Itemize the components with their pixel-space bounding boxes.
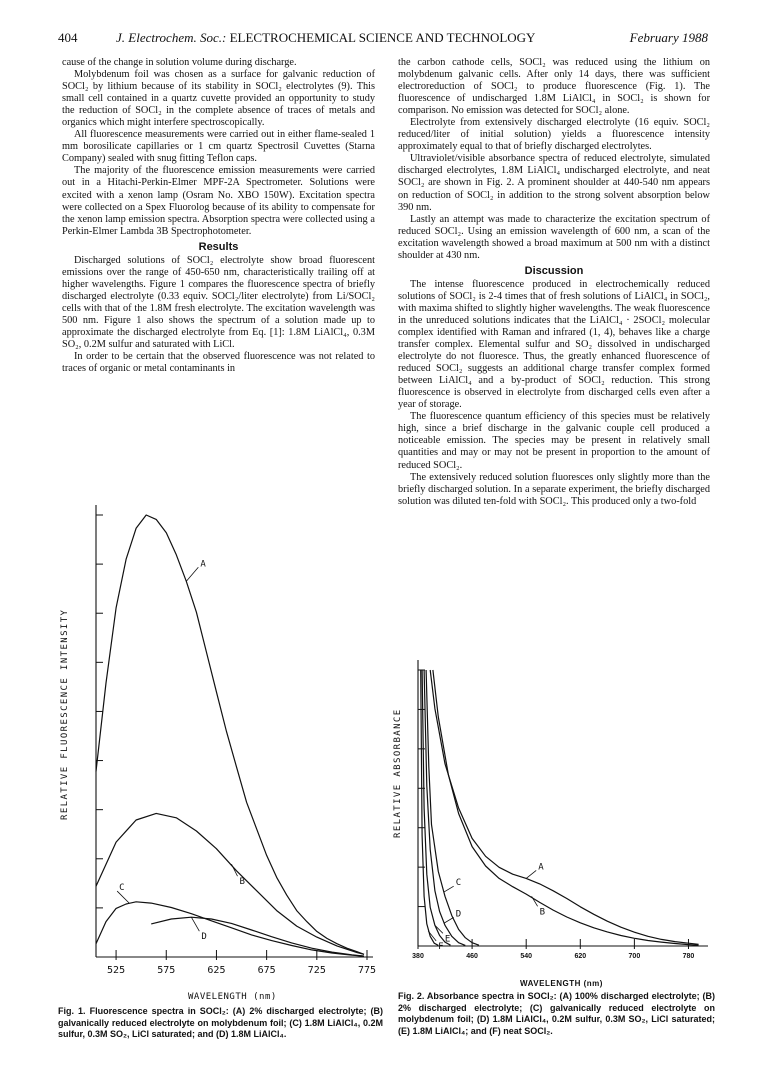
series-line-C	[426, 670, 479, 945]
paragraph: Electrolyte from extensively discharged electrolyte (16 equiv. SOCl₂ reduced/liter of initial solution) yields a fluorescence intensity approximately equal to that of briefly discharged electrolytes.	[398, 117, 710, 153]
fig1-caption: Fig. 1. Fluorescence spectra in SOCl₂: (A) 2% discharged electrolyte; (B) galvanically reduced electrolyte on molybdenum foil; (C) 1.8M LiAlCl₄, 0.2M sulfur, 0.3M SO₂, LiCl saturated; and (D) 1.8M LiAlCl₄.	[58, 1006, 383, 1039]
fig2-plot	[390, 650, 720, 1050]
paragraph: The extensively reduced solution fluoresces only slightly more than the briefly discharged solution. In a separate experiment, the briefly discharged solution was diluted ten-fold with SOCl₂. This produced only a two-fold	[398, 471, 710, 507]
x-tick-label: 575	[157, 965, 176, 976]
series-label-F: F	[438, 941, 444, 952]
series-label-A: A	[200, 559, 206, 570]
paragraph: Discharged solutions of SOCl₂ electrolyte show broad fluorescent emissions over the range of 450-650 nm, characteristically trailing off at higher wavelengths. Figure 1 compares the fluorescence spectra of briefly discharged electrolyte (0.33 equiv. SOCl₂/liter electrolyte) from Li/SOCl₂ cells with that of the 1.8M fresh electrolyte. The excitation wavelength was 500 nm. Figure 1 also shows the spectrum of a solution made up to approximate the discharged electrolyte from Eq. [1]: 1.8M LiAlCl₄, 0.3M SO₂, 0.2M sulfur and saturated with LiCl.	[62, 254, 375, 351]
series-line-E	[422, 670, 450, 945]
journal-name: J. Electrochem. Soc.:	[116, 30, 227, 45]
series-line-B	[433, 670, 699, 945]
series-label-B: B	[539, 907, 546, 918]
paragraph: Ultraviolet/visible absorbance spectra of reduced electrolyte, simulated discharged electrolytes, 1.8M LiAlCl₄ undischarged electrolyte, and neat SOCl₂ are shown in Fig. 2. A prominent shoulder at 440-540 nm appears on reduction of SOCl₂ in addition to the strong solvent absorption below 390 nm.	[398, 153, 710, 213]
figure-1	[40, 480, 383, 1050]
paragraph: the carbon cathode cells, SOCl₂ was reduced using the lithium on molybdenum galvanic cells. After only 14 days, there was sufficient electroreduction of SOCl₂ to produce fluorescence (Fig. 1). The fluorescence of undischarged 1.8M LiAlCl₄ in SOCl₂ is shown for comparison. No emission was detected for SOCl₂ alone.	[398, 57, 710, 117]
series-leader-A	[526, 870, 536, 878]
x-tick-label: 700	[628, 953, 641, 960]
fig1-x-axis-label: WAVELENGTH (nm)	[188, 992, 277, 1002]
x-tick-label: 540	[520, 953, 533, 960]
fig1-y-axis-label: RELATIVE FLUORESCENCE INTENSITY	[60, 608, 70, 820]
series-label-B: B	[239, 877, 245, 888]
x-tick-label: 725	[307, 965, 326, 976]
series-label-A: A	[538, 862, 544, 873]
series-leader-C	[444, 886, 454, 892]
paragraph: Molybdenum foil was chosen as a surface for galvanic reduction of SOCl₂ by lithium because of its stability in SOCl₂ electrolytes (9). This small cell contained in a quartz cuvette provided an opportunity to study the reduction of SOCl₂ in the complete absence of traces of metals and organics which might interfere spectroscopically.	[62, 69, 375, 129]
fig2-caption: Fig. 2. Absorbance spectra in SOCl₂: (A) 100% discharged electrolyte; (B) 2% discharged electrolyte; (C) galvanically reduced electrolyte on molybdenum foil; (D) 1.8M LiAlCl₄, 0.2M sulfur, 0.3M SO₂, LiCl saturated; (E) 1.8M LiAlCl₄; and (F) neat SOCl₂.	[398, 991, 715, 1036]
x-tick-label: 775	[357, 965, 377, 976]
running-header	[58, 30, 708, 48]
x-tick-label: 380	[412, 953, 424, 960]
paragraph: The majority of the fluorescence emission measurements were carried out in a Hitachi-Perkin-Elmer MPF-2A Spectrometer. Solutions were excited with a xenon lamp (Osram No. XBO 150W). Excitation spectra were collected on a Spex Fluorolog because of its ability to compensate for the xenon lamp emission spectra. Absorption spectra were collected using a Perkin-Elmer Lambda 3B Spectrophotometer.	[62, 165, 375, 237]
series-line-A	[96, 515, 364, 954]
series-line-C	[96, 902, 364, 956]
discussion-heading: Discussion	[524, 264, 584, 277]
page-number: 404	[58, 30, 78, 45]
series-leader-D	[444, 917, 454, 923]
x-tick-label: 620	[574, 953, 587, 960]
x-tick-label: 525	[107, 965, 126, 976]
series-leader-A	[186, 567, 198, 581]
paragraph: The fluorescence quantum efficiency of this species must be relatively high, since a brief discharge in the galvanic couple cell produced a noticeable emission. The species may be present in relatively small quantities and may or may not be present in proportion to the amount of reduced SOCl₂.	[398, 411, 710, 471]
right-column	[398, 57, 710, 508]
fig1-plot	[40, 480, 380, 1050]
figure-2	[390, 650, 720, 1050]
journal-section: ELECTROCHEMICAL SCIENCE AND TECHNOLOGY	[229, 30, 536, 45]
paragraph: All fluorescence measurements were carried out in either flame-sealed 1 mm borosilicate capillaries or 1 cm quartz Spectrosil Cuvettes (Starna Company) sealed with snug fitting Teflon caps.	[62, 129, 375, 165]
x-tick-label: 780	[682, 953, 695, 960]
left-column	[62, 57, 375, 375]
x-tick-label: 675	[257, 965, 276, 976]
series-leader-B	[532, 896, 538, 906]
series-line-B	[96, 813, 364, 954]
series-label-C: C	[455, 878, 462, 889]
issue-date: February 1988	[629, 30, 708, 45]
series-leader-D	[191, 917, 199, 931]
fig2-y-axis-label: RELATIVE ABSORBANCE	[393, 708, 403, 838]
x-tick-label: 625	[207, 965, 226, 976]
paragraph: The intense fluorescence produced in electrochemically reduced solutions of SOCl₂ is 2-4 times that of fresh solutions of LiAlCl₄ in SOCl₂, with maxima shifted to slightly higher wavelengths. The weak fluorescence in the unreduced solutions indicates that the LiAlCl₄ · 2SOCl₂ molecular complex identified with Raman and infrared (1, 4), behaves like a charge transfer complex. Elemental sulfur and SO₂ dissolved in undischarged electrolyte do not fluoresce. Thus, the greatly enhanced fluorescence of reduced SOCl₂ suggests an additional charge transfer complex formed between LiAlCl₄ and a by-product of SOCl₂ reduction. This strong fluorescence is observed in electrolyte from discharged cells even after a year of storage.	[398, 278, 710, 411]
results-heading: Results	[198, 240, 239, 253]
series-label-D: D	[455, 909, 462, 920]
series-label-C: C	[119, 883, 125, 894]
fig2-x-axis-label: WAVELENGTH (nm)	[520, 979, 603, 988]
series-label-D: D	[201, 932, 207, 943]
journal-title	[116, 30, 535, 46]
series-label-E: E	[444, 934, 451, 945]
paragraph: Lastly an attempt was made to characterize the excitation spectrum of reduced SOCl₂. Using an emission wavelength of 600 nm, a scan of the excitation wavelength showed a broad maximum at 500 nm with a distinct shoulder at 430 nm.	[398, 213, 710, 261]
paragraph: cause of the change in solution volume during discharge.	[62, 57, 297, 68]
x-tick-label: 460	[466, 953, 478, 960]
paragraph: In order to be certain that the observed fluorescence was not related to traces of organic or metal contaminants in	[62, 351, 375, 375]
series-line-A	[430, 670, 698, 944]
